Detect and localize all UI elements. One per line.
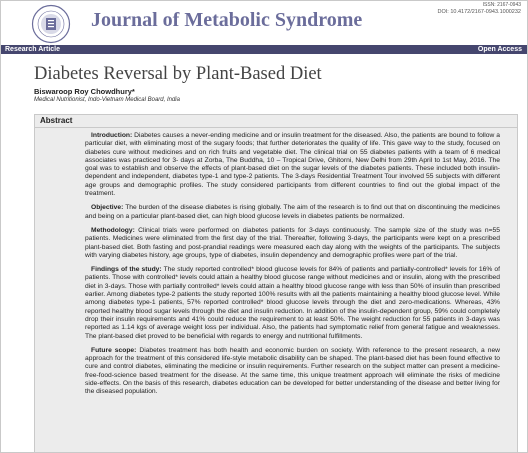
article-type-label: Research Article [5,46,60,53]
section-label: Future scope: [91,346,137,354]
journal-title[interactable]: Journal of Metabolic Syndrome [91,9,363,31]
section-label: Methodology: [91,226,135,234]
abstract-findings [85,266,500,341]
article-type-bar [1,45,527,54]
journal-logo [31,4,71,44]
section-label: Introduction: [91,132,133,139]
author-affiliation: Medical Nutritionist, Indo-Vietnam Medical Board, India [34,97,180,103]
abstract-future-scope [85,347,500,397]
article-title: Diabetes Reversal by Plant-Based Diet [34,64,322,84]
section-text: Clinical trials were performed on diabetes patients for 3-days continuously. The sample size of the study was n=55 patients. Medicines were eliminated from the first day of the trial. Thereafter, following 3-days, the participants were kept on a prescribed plant-based diet. Both fasting and post-prandial readings were measured each day along with the weights of the participants. The subjects with varying diabetes history, age groups, type of diabetes, insulin dependency and demographic profiles were part of the trial. [85,226,500,259]
abstract-objective [85,204,500,221]
abstract-header [35,115,517,128]
section-label: Objective: [91,204,124,212]
section-text: The burden of the disease diabetes is rising globally. The aim of the research is to find out that on discontinuing the medicines and being on a particular plant-based diet, can high blood glucose levels in diabetes patients be normalized. [85,204,500,220]
abstract-heading: Abstract [40,116,73,125]
open-access-label[interactable]: Open Access [477,46,522,53]
section-text: Diabetes causes a never-ending medicine and or insulin treatment for the diseased. Also, the patients are bound to follow a particular diet, with eliminating most of the sugary foods; that further deteriorates the quality of life. This gave way to the study, focused on diabetes cure without medicines and on rich fruits and vegetable diet. The clinical trial on 55 diabetes patients with a team of 6 medical associates was practiced for 3- days at Zorba, The Buddha, 10 – Tropical Drive, Ghitorni, New Delhi from 29th April to 1st May, 2016. The goal was to establish and observe the effects of plant-based diet on the sugar levels of the diabetes patients. These included both insulin-dependent and independent, diabetes type-1 and type-2 patients. The 3-days Residential Treatment Tour involved 55 subjects with different age groups and demographic profiles. The study considered participants from different countries to find out the global impact of the treatment. [85,132,500,198]
abstract-body [85,132,500,403]
abstract-box [34,114,518,453]
abstract-introduction [85,132,500,198]
section-text: The study reported controlled* blood glucose levels for 84% of patients and partially-controlled* levels for 16% of patients. Those with controlled* levels could attain a healthy blood glucose range without medicines and or insulin, along with the prescribed diet in 3-days. Those with partially controlled* levels could attain a healthy blood glucose range with less than 50% of insulin than prescribed earlier. Among diabetes type-2 patients the study reported 100% results with all the patients maintaining a healthy blood glucose level. While among diabetes type-1 patients, 57% reported controlled* blood glucose levels through the diet and zero-medications. Whereas, 43% reported healthy blood sugar levels through the diet and insulin reduction. In addition of the insulin-dependent group, 59% could completely drop their insulin requirements and 41% could reduce the requirement to at least 50%. The weight reduction for 55 patients in 3-days was reported as 1.14 kgs of average weight loss per individual. Also, the patients had symptomatic relief from general fatigue and weaknesses. The plant-based diet proved to be beneficial with regards to energy and nutritional fulfillments. [85,266,500,340]
section-label: Findings of the study: [91,266,162,274]
section-text: Diabetes treatment has both health and economic burden on society. With reference to the present research, a new approach for the treatment of this considered life-style metabolic disability can be shaped. The plant-based diet has been found effective to cure and control diabetes, eliminating the medicine or insulin requirements. Further research on the subject matter can present a medicine-free-food-science based treatment for the disease. At the same time, this unique treatment approach will eliminate the risks of medicine side-effects. On the basis of this research, diabetes education can be developed for better understanding of the disease and better living for the diseased population. [85,346,501,396]
doi-label[interactable]: DOI: 10.4172/2167-0943.1000232 [437,9,521,15]
author-name[interactable]: Biswaroop Roy Chowdhury* [34,87,135,96]
issn-label: ISSN: 2167-0943 [482,2,521,8]
abstract-methodology [85,227,500,260]
journal-header [1,1,527,45]
